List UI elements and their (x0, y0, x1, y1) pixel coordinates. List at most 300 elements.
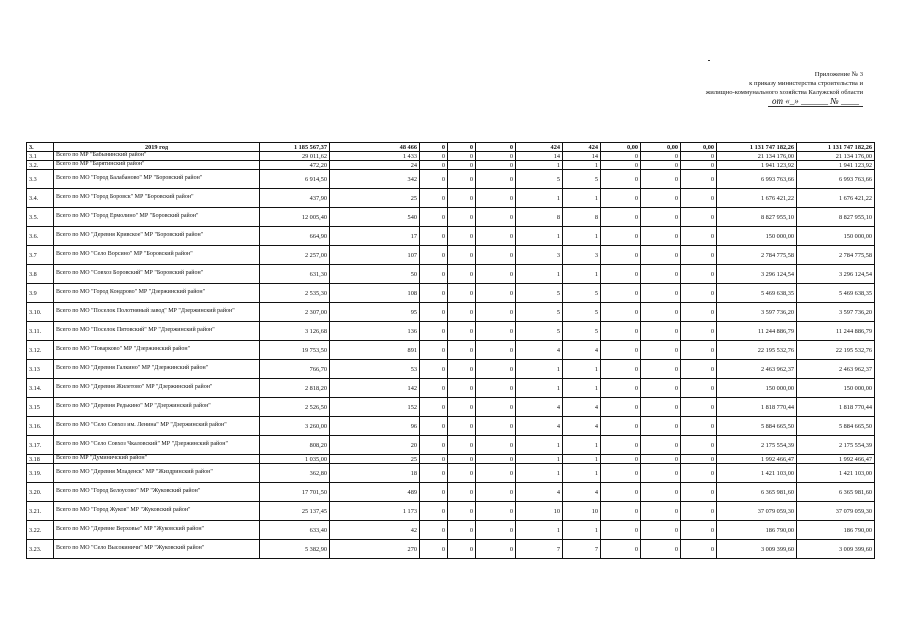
cell: 0 (420, 303, 448, 322)
municipality-name: Всего по МО "Поселок Полотняный завод" МР "Дзержинский район" (54, 303, 260, 322)
cell: 0 (420, 521, 448, 540)
cell: 0 (601, 436, 641, 455)
cell: 1 (516, 379, 563, 398)
cell: 0 (420, 540, 448, 559)
cell: 1 (563, 521, 601, 540)
cell: 0 (641, 521, 681, 540)
appendix-number: Приложение № 3 (814, 71, 863, 78)
cell: 19 753,50 (260, 341, 330, 360)
cell: 0 (420, 341, 448, 360)
cell: 0 (476, 303, 516, 322)
cell: 0 (476, 436, 516, 455)
cell: 25 137,45 (260, 502, 330, 521)
table-row (27, 208, 875, 227)
cell: 5 (563, 303, 601, 322)
cell: 1 992 466,47 (717, 455, 797, 464)
cell: 540 (330, 208, 420, 227)
row-index: 3.21. (27, 502, 54, 521)
cell: 1 818 770,44 (797, 398, 875, 417)
cell: 21 134 176,00 (797, 152, 875, 161)
cell: 21 134 176,00 (717, 152, 797, 161)
cell: 2 307,00 (260, 303, 330, 322)
cell: 0 (420, 360, 448, 379)
cell: 5 (516, 303, 563, 322)
row-index: 3.2. (27, 161, 54, 170)
cell: 6 914,50 (260, 170, 330, 189)
row-index: 3.10. (27, 303, 54, 322)
cell: 11 244 886,79 (797, 322, 875, 341)
cell: 6 993 763,66 (797, 170, 875, 189)
cell: 766,70 (260, 360, 330, 379)
municipality-name: Всего по МР "Бабынинский район" (54, 152, 260, 161)
ministry-name: жилищно-коммунального хозяйства Калужской области (705, 89, 863, 96)
cell: 0,00 (601, 143, 641, 152)
cell: 0 (601, 227, 641, 246)
row-index: 3.16. (27, 417, 54, 436)
cell: 270 (330, 540, 420, 559)
cell: 0 (448, 502, 476, 521)
cell: 0 (420, 379, 448, 398)
cell: 0 (476, 464, 516, 483)
cell: 0 (448, 360, 476, 379)
cell: 0 (601, 152, 641, 161)
cell: 0 (448, 521, 476, 540)
cell: 3 597 736,20 (717, 303, 797, 322)
cell: 2 535,30 (260, 284, 330, 303)
cell: 0 (476, 322, 516, 341)
cell: 3 296 124,54 (797, 265, 875, 284)
row-title: 2019 год (54, 143, 260, 152)
cell: 5 (516, 284, 563, 303)
cell: 2 257,00 (260, 246, 330, 265)
cell: 29 011,62 (260, 152, 330, 161)
cell: 0 (681, 417, 717, 436)
table-row (27, 521, 875, 540)
cell: 0 (476, 170, 516, 189)
cell: 0 (476, 521, 516, 540)
table-row (27, 303, 875, 322)
cell: 1 676 421,22 (797, 189, 875, 208)
cell: 0 (601, 303, 641, 322)
cell: 1 (516, 455, 563, 464)
cell: 0 (420, 170, 448, 189)
cell: 0 (681, 540, 717, 559)
municipality-name: Всего по МР "Думиничский район" (54, 455, 260, 464)
cell: 0 (420, 483, 448, 502)
cell: 0 (681, 455, 717, 464)
cell: 22 195 532,76 (717, 341, 797, 360)
cell: 424 (563, 143, 601, 152)
cell: 0 (601, 483, 641, 502)
cell: 0 (476, 341, 516, 360)
cell: 0 (448, 341, 476, 360)
row-index: 3.17. (27, 436, 54, 455)
cell: 1 (516, 161, 563, 170)
cell: 0 (641, 284, 681, 303)
cell: 1 (516, 227, 563, 246)
cell: 0 (476, 284, 516, 303)
municipality-name: Всего по МО "Город Белоусово" МР "Жуковский район" (54, 483, 260, 502)
cell: 0 (681, 170, 717, 189)
cell: 633,40 (260, 521, 330, 540)
cell: 14 (516, 152, 563, 161)
cell: 0 (448, 322, 476, 341)
cell: 0 (641, 152, 681, 161)
row-index: 3.11. (27, 322, 54, 341)
cell: 0 (420, 436, 448, 455)
cell: 0 (641, 322, 681, 341)
cell: 0 (641, 483, 681, 502)
cell: 17 (330, 227, 420, 246)
municipality-name: Всего по МО "Товарково" МР "Дзержинский район" (54, 341, 260, 360)
cell: 5 884 665,50 (717, 417, 797, 436)
cell: 150 000,00 (797, 379, 875, 398)
cell: 0 (420, 417, 448, 436)
cell: 0 (641, 227, 681, 246)
cell: 1 (563, 189, 601, 208)
table-row (27, 417, 875, 436)
row-index: 3.20. (27, 483, 54, 502)
cell: 472,20 (260, 161, 330, 170)
cell: 0 (641, 379, 681, 398)
cell: 891 (330, 341, 420, 360)
municipality-name: Всего по МО "Деревня Кривское" МР "Боровский район" (54, 227, 260, 246)
cell: 1 (563, 436, 601, 455)
cell: 0 (476, 227, 516, 246)
cell: 489 (330, 483, 420, 502)
cell: 0 (448, 455, 476, 464)
table-row (27, 483, 875, 502)
table-row (27, 227, 875, 246)
row-index: 3.13 (27, 360, 54, 379)
cell: 0 (601, 360, 641, 379)
cell: 25 (330, 455, 420, 464)
cell: 1 (516, 189, 563, 208)
cell: 24 (330, 161, 420, 170)
municipality-name: Всего по МО "Город Боровск" МР "Боровский район" (54, 189, 260, 208)
cell: 42 (330, 521, 420, 540)
cell: 0 (476, 398, 516, 417)
cell: 5 (563, 322, 601, 341)
handwritten-date-signature: от «_» ______ № ____ (603, 97, 863, 111)
cell: 1 185 567,37 (260, 143, 330, 152)
cell: 1 941 123,92 (797, 161, 875, 170)
cell: 10 (563, 502, 601, 521)
cell: 0 (448, 379, 476, 398)
cell: 0 (601, 521, 641, 540)
cell: 0 (681, 322, 717, 341)
cell: 3 597 736,20 (797, 303, 875, 322)
table-row (27, 540, 875, 559)
cell: 1 (516, 521, 563, 540)
row-index: 3.22. (27, 521, 54, 540)
cell: 4 (563, 417, 601, 436)
cell: 4 (516, 417, 563, 436)
municipality-name: Всего по МО "Село Высокиничи" МР "Жуковский район" (54, 540, 260, 559)
table-row (27, 189, 875, 208)
municipality-name: Всего по МО "Город Кондрово" МР "Дзержинский район" (54, 284, 260, 303)
cell: 1 676 421,22 (717, 189, 797, 208)
table-row (27, 398, 875, 417)
cell: 4 (516, 398, 563, 417)
cell: 1 (563, 161, 601, 170)
cell: 0 (681, 161, 717, 170)
cell: 1 (563, 227, 601, 246)
row-index: 3.18 (27, 455, 54, 464)
municipality-name: Всего по МО "Город Ермолино" МР "Боровский район" (54, 208, 260, 227)
cell: 1 131 747 182,26 (797, 143, 875, 152)
municipality-name: Всего по МР "Барятинский район" (54, 161, 260, 170)
cell: 0 (641, 303, 681, 322)
cell: 0 (601, 341, 641, 360)
cell: 0 (601, 417, 641, 436)
cell: 107 (330, 246, 420, 265)
cell: 0 (420, 189, 448, 208)
row-index: 3.4. (27, 189, 54, 208)
cell: 0 (476, 189, 516, 208)
cell: 0 (681, 502, 717, 521)
cell: 1 173 (330, 502, 420, 521)
cell: 0 (601, 464, 641, 483)
cell: 3 296 124,54 (717, 265, 797, 284)
cell: 0 (681, 521, 717, 540)
cell: 2 175 554,39 (717, 436, 797, 455)
cell: 0 (448, 398, 476, 417)
cell: 95 (330, 303, 420, 322)
cell: 0 (448, 284, 476, 303)
cell: 0 (448, 246, 476, 265)
cell: 2 463 962,37 (797, 360, 875, 379)
cell: 0 (420, 464, 448, 483)
cell: 0,00 (641, 143, 681, 152)
cell: 0 (420, 143, 448, 152)
cell: 3 126,68 (260, 322, 330, 341)
cell: 3 009 399,60 (797, 540, 875, 559)
cell: 150 000,00 (717, 227, 797, 246)
cell: 2 784 775,58 (717, 246, 797, 265)
cell: 6 993 763,66 (717, 170, 797, 189)
row-index: 3.15 (27, 398, 54, 417)
cell: 1 421 103,00 (717, 464, 797, 483)
cell: 25 (330, 189, 420, 208)
cell: 0,00 (681, 143, 717, 152)
cell: 0 (641, 341, 681, 360)
cell: 22 195 532,76 (797, 341, 875, 360)
cell: 0 (448, 464, 476, 483)
row-index: 3.23. (27, 540, 54, 559)
cell: 0 (476, 379, 516, 398)
cell: 0 (681, 379, 717, 398)
cell: 0 (420, 152, 448, 161)
cell: 0 (641, 540, 681, 559)
cell: 0 (476, 246, 516, 265)
cell: 0 (601, 246, 641, 265)
cell: 0 (681, 152, 717, 161)
cell: 1 (563, 455, 601, 464)
table-row (27, 502, 875, 521)
cell: 8 827 955,10 (797, 208, 875, 227)
cell: 8 827 955,10 (717, 208, 797, 227)
cell: 0 (420, 208, 448, 227)
cell: 1 131 747 182,26 (717, 143, 797, 152)
cell: 1 (516, 265, 563, 284)
cell: 0 (448, 152, 476, 161)
cell: 1 (563, 464, 601, 483)
cell: 2 818,20 (260, 379, 330, 398)
cell: 186 790,00 (717, 521, 797, 540)
municipality-name: Всего по МО "Город Балабаново" МР "Боровский район" (54, 170, 260, 189)
cell: 0 (476, 502, 516, 521)
row-index: 3.12. (27, 341, 54, 360)
cell: 136 (330, 322, 420, 341)
cell: 4 (563, 398, 601, 417)
cell: 0 (448, 303, 476, 322)
table-row (27, 341, 875, 360)
cell: 0 (601, 284, 641, 303)
cell: 6 365 981,60 (717, 483, 797, 502)
cell: 0 (448, 227, 476, 246)
cell: 0 (448, 540, 476, 559)
cell: 10 (516, 502, 563, 521)
scan-speck (708, 60, 710, 61)
cell: 2 784 775,58 (797, 246, 875, 265)
cell: 7 (563, 540, 601, 559)
cell: 0 (448, 265, 476, 284)
cell: 0 (601, 265, 641, 284)
cell: 150 000,00 (717, 379, 797, 398)
cell: 1 818 770,44 (717, 398, 797, 417)
cell: 5 884 665,50 (797, 417, 875, 436)
table-row (27, 284, 875, 303)
cell: 0 (681, 208, 717, 227)
cell: 0 (448, 436, 476, 455)
cell: 0 (420, 322, 448, 341)
cell: 4 (563, 341, 601, 360)
cell: 11 244 886,79 (717, 322, 797, 341)
cell: 5 469 638,35 (797, 284, 875, 303)
cell: 0 (476, 143, 516, 152)
cell: 14 (563, 152, 601, 161)
cell: 0 (420, 161, 448, 170)
table-row (27, 152, 875, 161)
cell: 0 (601, 540, 641, 559)
cell: 1 (563, 379, 601, 398)
cell: 0 (681, 284, 717, 303)
cell: 1 421 103,00 (797, 464, 875, 483)
cell: 0 (448, 417, 476, 436)
row-index: 3.6. (27, 227, 54, 246)
cell: 7 (516, 540, 563, 559)
cell: 0 (448, 208, 476, 227)
municipality-name: Всего по МО "Деревне Верховье" МР "Жуковский район" (54, 521, 260, 540)
cell: 17 701,50 (260, 483, 330, 502)
cell: 142 (330, 379, 420, 398)
row-index: 3. (27, 143, 54, 152)
cell: 0 (448, 161, 476, 170)
cell: 0 (641, 455, 681, 464)
row-index: 3.19. (27, 464, 54, 483)
cell: 8 (516, 208, 563, 227)
table-row (27, 464, 875, 483)
cell: 0 (601, 398, 641, 417)
cell: 0 (601, 189, 641, 208)
cell: 0 (601, 502, 641, 521)
cell: 0 (681, 189, 717, 208)
cell: 2 526,50 (260, 398, 330, 417)
cell: 1 (516, 436, 563, 455)
cell: 1 (563, 360, 601, 379)
cell: 2 175 554,39 (797, 436, 875, 455)
cell: 0 (641, 464, 681, 483)
cell: 0 (601, 322, 641, 341)
cell: 0 (641, 246, 681, 265)
cell: 0 (681, 398, 717, 417)
cell: 0 (681, 303, 717, 322)
cell: 664,90 (260, 227, 330, 246)
cell: 96 (330, 417, 420, 436)
cell: 3 009 399,60 (717, 540, 797, 559)
cell: 0 (641, 161, 681, 170)
cell: 6 365 981,60 (797, 483, 875, 502)
cell: 0 (641, 398, 681, 417)
cell: 5 469 638,35 (717, 284, 797, 303)
cell: 12 005,40 (260, 208, 330, 227)
cell: 3 (516, 246, 563, 265)
cell: 8 (563, 208, 601, 227)
cell: 0 (601, 161, 641, 170)
cell: 0 (420, 246, 448, 265)
cell: 0 (476, 265, 516, 284)
row-index: 3.3 (27, 170, 54, 189)
municipality-name: Всего по МО "Село Ворсино" МР "Боровский район" (54, 246, 260, 265)
municipality-name: Всего по МО "Совхоз Боровский" МР "Боровский район" (54, 265, 260, 284)
municipality-name: Всего по МО "Деревня Редькино" МР "Дзержинский район" (54, 398, 260, 417)
row-index: 3.5. (27, 208, 54, 227)
cell: 37 079 059,30 (717, 502, 797, 521)
cell: 0 (641, 189, 681, 208)
cell: 0 (601, 170, 641, 189)
cell: 0 (420, 455, 448, 464)
cell: 0 (681, 227, 717, 246)
cell: 808,20 (260, 436, 330, 455)
cell: 0 (641, 417, 681, 436)
cell: 0 (476, 540, 516, 559)
municipality-name: Всего по МО "Деревня Жилетово" МР "Дзержинский район" (54, 379, 260, 398)
row-index: 3.9 (27, 284, 54, 303)
cell: 0 (420, 502, 448, 521)
cell: 152 (330, 398, 420, 417)
total-row (27, 143, 875, 152)
cell: 0 (448, 143, 476, 152)
cell: 5 (516, 322, 563, 341)
cell: 342 (330, 170, 420, 189)
cell: 1 (563, 265, 601, 284)
cell: 3 260,00 (260, 417, 330, 436)
cell: 1 035,00 (260, 455, 330, 464)
cell: 0 (476, 161, 516, 170)
cell: 50 (330, 265, 420, 284)
row-index: 3.1 (27, 152, 54, 161)
cell: 186 790,00 (797, 521, 875, 540)
municipality-name: Всего по МО "Город Жуков" МР "Жуковский район" (54, 502, 260, 521)
cell: 631,30 (260, 265, 330, 284)
cell: 1 433 (330, 152, 420, 161)
cell: 0 (476, 360, 516, 379)
cell: 1 (516, 360, 563, 379)
cell: 0 (601, 379, 641, 398)
row-index: 3.7 (27, 246, 54, 265)
cell: 0 (681, 246, 717, 265)
